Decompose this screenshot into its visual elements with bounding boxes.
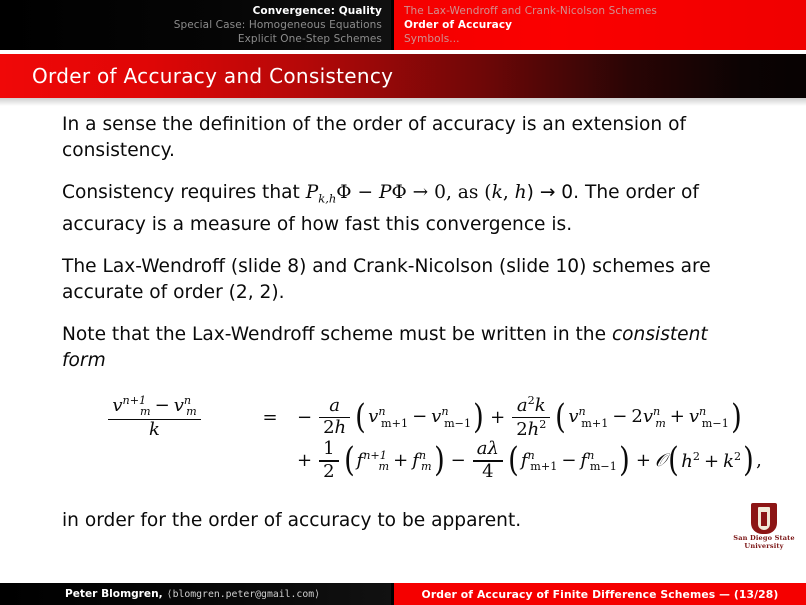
- consistency-suffix: ) → 0. The order of accuracy is a measure of how fast this convergence is.: [62, 182, 699, 235]
- paragraph-definition-extension: [62, 112, 752, 164]
- fraction-denominator: $2h^2$: [516, 418, 547, 441]
- consistency-prefix: Consistency requires that: [62, 182, 306, 203]
- paragraph-text: in order for the order of accuracy to be apparent.: [62, 510, 522, 532]
- nav-item-special-case-homogeneous-equations[interactable]: Special Case: Homogeneous Equations: [173, 19, 382, 31]
- symbol-h: h: [514, 182, 527, 203]
- paragraph-consistent-form: [62, 322, 752, 374]
- fraction-denominator: k: [149, 419, 160, 441]
- footer-section-left: [0, 583, 391, 605]
- paragraph-text: The Lax-Wendroff (slide 8) and Crank-Nicolson (slide 10) schemes are accurate of order (2, 2).: [62, 255, 711, 303]
- fraction-one-half: [319, 439, 338, 482]
- open-paren-term1: (: [355, 397, 366, 437]
- footer-slide-info: Order of Accuracy of Finite Difference Schemes — (13/28): [421, 587, 779, 601]
- minus-sign-term1: −: [297, 407, 313, 428]
- fraction-lhs: [108, 394, 200, 442]
- slide-footer: [0, 583, 806, 605]
- equals-sign: =: [262, 407, 278, 428]
- note-prefix: Note that the Lax-Wendroff scheme must be written in the: [62, 323, 612, 345]
- nav-section-left: [0, 0, 391, 50]
- open-paren-term3: (: [343, 440, 355, 480]
- nav-item-convergence-quality[interactable]: Convergence: Quality: [252, 5, 382, 17]
- slide-content: [0, 112, 806, 577]
- logo-line-1: San Diego State: [733, 534, 795, 542]
- equation-line-2: [62, 439, 766, 482]
- symbol-P: P: [378, 182, 392, 203]
- equation-left-hand-side: [62, 394, 247, 442]
- title-bar-shadow: [0, 98, 806, 106]
- comma: ,: [502, 182, 515, 203]
- nav-section-right: [394, 0, 806, 50]
- open-paren-term5: (: [668, 440, 680, 480]
- equation-block: [62, 394, 766, 483]
- nav-item-explicit-one-step-schemes[interactable]: Explicit One-Step Schemes: [237, 33, 382, 45]
- equation-line-1: [62, 394, 766, 442]
- footer-author-name: Peter Blomgren,: [64, 588, 163, 600]
- term3-body: $f^{n+1}_m + f^n_m$: [356, 448, 432, 474]
- fraction-a2k-over-2h2: [512, 394, 550, 441]
- open-paren-term4: (: [508, 440, 519, 480]
- paragraph-text: In a sense the definition of the order of accuracy is an extension of consistency.: [62, 114, 686, 161]
- fraction-alambda-over-4: [473, 439, 503, 482]
- close-paren-term1: ): [473, 397, 484, 437]
- emphasis-consistent-form: consistent form: [62, 323, 708, 371]
- page-title: Order of Accuracy and Consistency: [32, 64, 394, 88]
- plus-sign-term5: +: [635, 450, 651, 472]
- phi-minus: Φ −: [336, 182, 379, 203]
- term2-body: $v^n_{m+1} - 2v^n_m + v^n_{m-1}$: [568, 405, 729, 430]
- fraction-numerator: $v^{n+1}_m - v^n_m$: [112, 393, 197, 419]
- paragraph-apparent: [62, 508, 752, 534]
- close-paren-term5: ): [743, 440, 754, 480]
- equation-right-hand-side-line1: [293, 394, 744, 441]
- paragraph-consistency-requires: [62, 180, 752, 238]
- term5-body: $h^2 + k^2$: [681, 449, 742, 472]
- plus-sign-term3: +: [297, 450, 313, 472]
- term1-body: $v^n_{m+1} - v^n_{m-1}$: [368, 405, 472, 430]
- footer-author-email[interactable]: ⟨blomgren.peter@gmail.com⟩: [166, 588, 321, 600]
- phi-arrow-zero: Φ → 0, as (: [391, 182, 492, 203]
- sdsu-logo: [733, 503, 795, 559]
- fraction-numerator: a: [329, 394, 340, 416]
- fraction-denominator: 2h: [323, 417, 347, 439]
- fraction-numerator: $a^2k$: [516, 393, 546, 416]
- big-o-symbol: 𝒪: [654, 450, 667, 472]
- fraction-numerator: 1: [323, 438, 335, 460]
- plus-sign-term2: +: [490, 407, 506, 428]
- close-paren-term2: ): [730, 397, 742, 437]
- symbol-P-kh: P: [305, 182, 319, 203]
- close-paren-term3: ): [433, 440, 445, 480]
- term4-body: $f^n_{m+1} - f^n_{m-1}$: [520, 448, 617, 474]
- slide-title-bar: [0, 54, 806, 98]
- nav-item-order-of-accuracy[interactable]: Order of Accuracy: [404, 19, 513, 31]
- shield-icon: [751, 503, 777, 534]
- open-paren-term2: (: [555, 397, 567, 437]
- footer-section-right: [394, 583, 806, 605]
- close-paren-term4: ): [619, 440, 630, 480]
- nav-item-symbols[interactable]: Symbols...: [404, 33, 460, 45]
- subscript-kh: k,h: [318, 191, 337, 206]
- fraction-denominator: 4: [482, 460, 494, 482]
- navigation-header: [0, 0, 806, 50]
- nav-item-lax-wendroff-crank-nicolson-schemes[interactable]: The Lax-Wendroff and Crank-Nicolson Schemes: [404, 5, 657, 17]
- fraction-a-over-2h: [319, 396, 350, 439]
- trailing-comma: ,: [756, 450, 762, 472]
- logo-line-2: University: [744, 542, 784, 550]
- fraction-numerator: aλ: [476, 438, 499, 460]
- paragraph-schemes-order: [62, 254, 752, 306]
- equation-right-hand-side-line2: [293, 439, 762, 482]
- fraction-denominator: 2: [323, 460, 335, 482]
- symbol-k: k: [491, 182, 503, 203]
- minus-sign-term4: −: [450, 450, 466, 472]
